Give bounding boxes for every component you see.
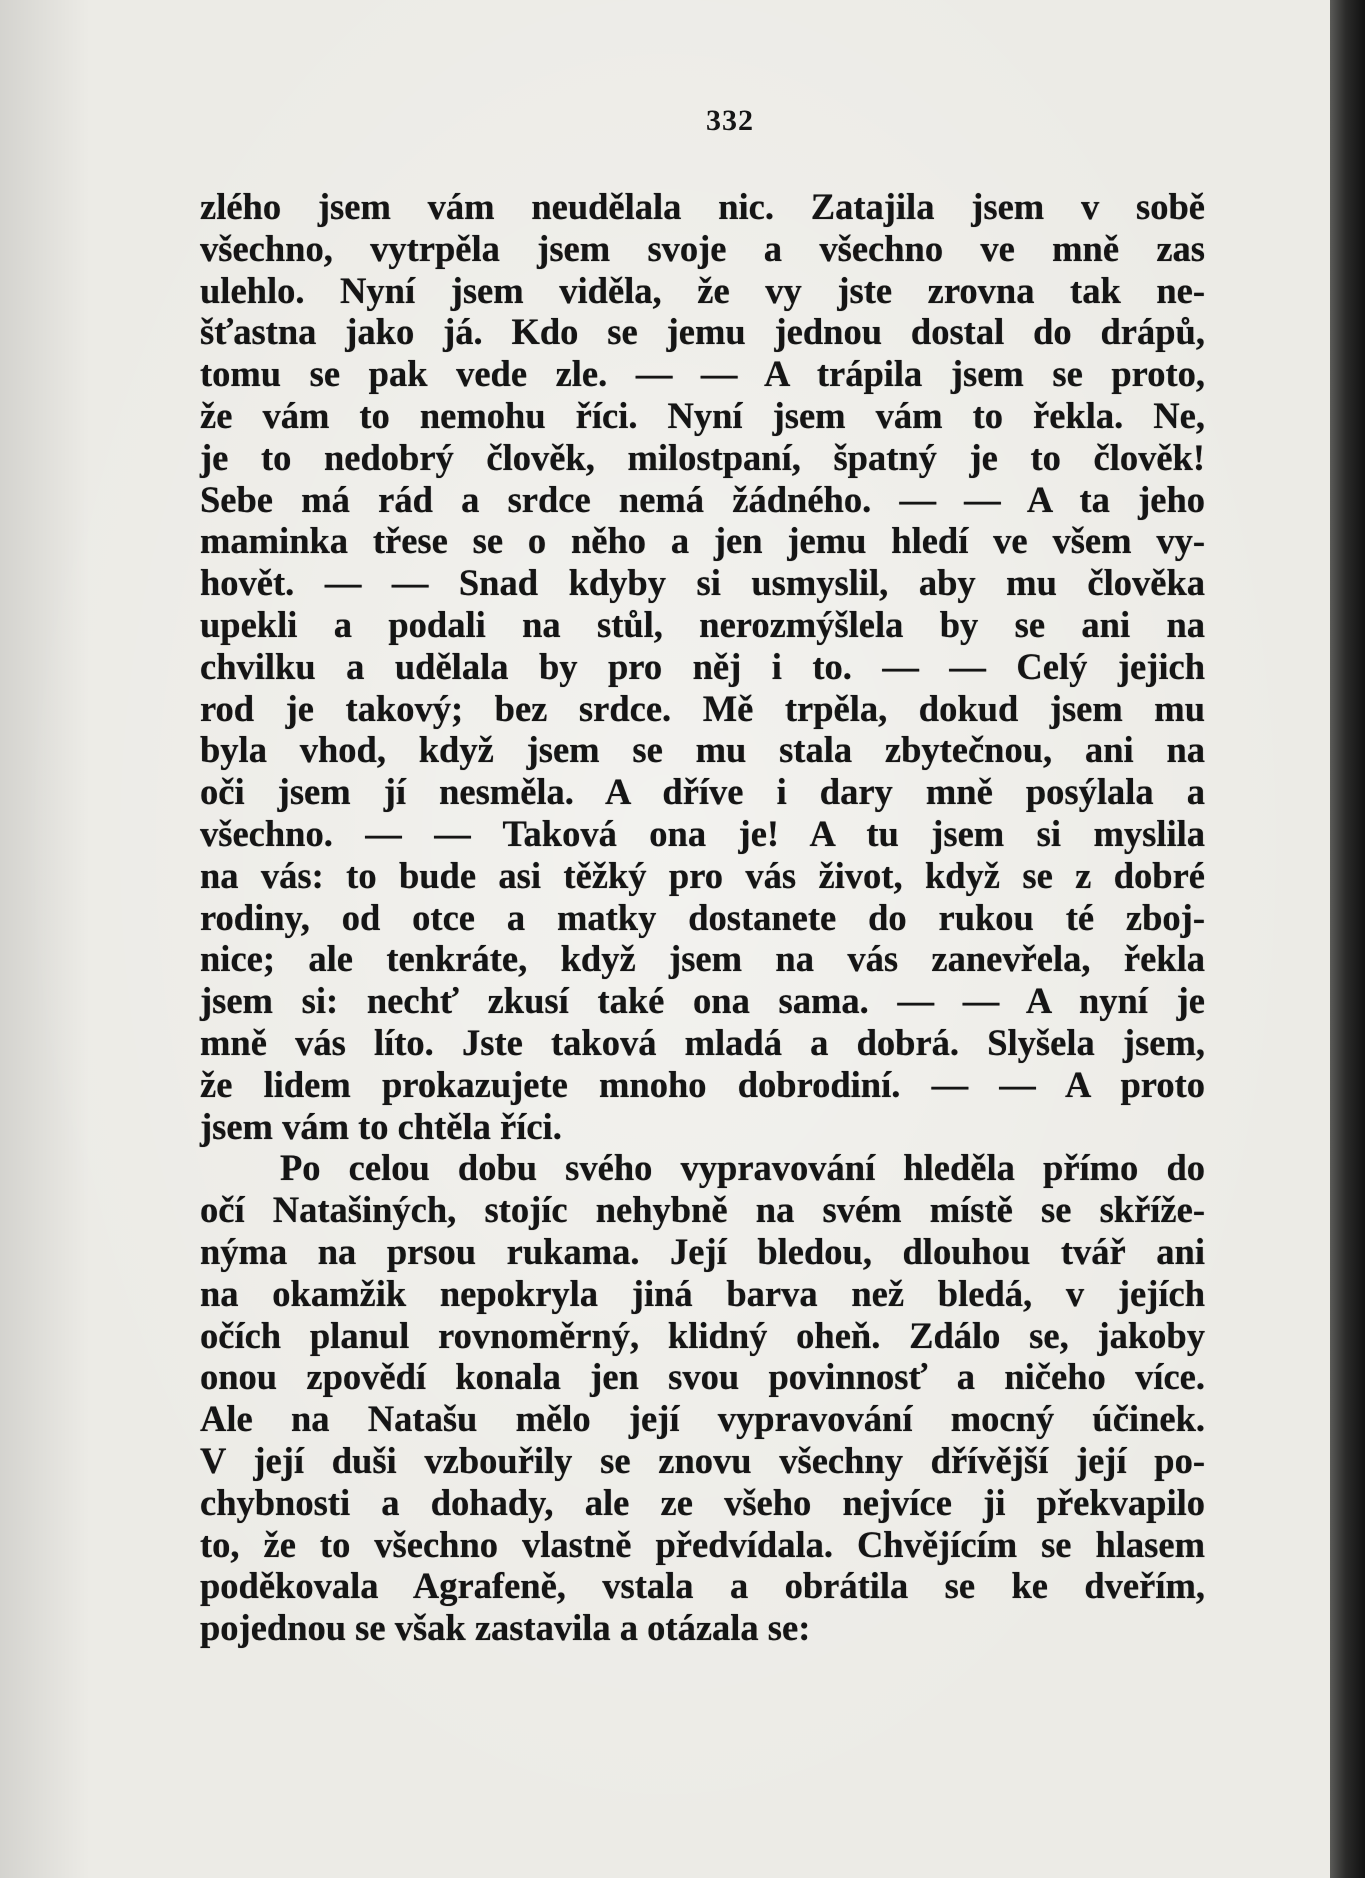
text-line: hovět. — — Snad kdyby si usmyslil, aby mu člověka: [200, 562, 1205, 604]
text-line: Sebe má rád a srdce nemá žádného. — — A ta jeho: [200, 478, 1205, 520]
body-text: [200, 186, 1205, 1649]
page-edge-shadow: [1330, 0, 1365, 1878]
text-line: nýma na prsou rukama. Její bledou, dlouhou tvář ani: [200, 1230, 1205, 1272]
text-line: byla vhod, když jsem se mu stala zbytečnou, ani na: [200, 729, 1205, 771]
text-line: na okamžik nepokryla jiná barva než bledá, v jejích: [200, 1272, 1205, 1314]
page-number: 332: [706, 104, 754, 137]
paragraph-end-line: pojednou se však zastavila a otázala se:: [200, 1607, 811, 1649]
text-line: maminka třese se o něho a jen jemu hledí ve všem vy-: [200, 520, 1205, 562]
paragraph-end-line: jsem vám to chtěla říci.: [200, 1105, 562, 1147]
text-line: všechno. — — Taková ona je! A tu jsem si myslila: [200, 812, 1205, 854]
text-line: oči jsem jí nesměla. A dříve i dary mně posýlala a: [200, 771, 1205, 813]
text-line: tomu se pak vede zle. — — A trápila jsem se proto,: [200, 353, 1205, 395]
text-line: ulehlo. Nyní jsem viděla, že vy jste zrovna tak ne-: [200, 269, 1205, 311]
text-line: rod je takový; bez srdce. Mě trpěla, dokud jsem mu: [200, 687, 1205, 729]
text-line: že vám to nemohu říci. Nyní jsem vám to řekla. Ne,: [200, 394, 1205, 436]
text-line: rodiny, od otce a matky dostanete do rukou té zboj-: [200, 896, 1205, 938]
text-line: je to nedobrý člověk, milostpaní, špatný je to člověk!: [200, 436, 1205, 478]
text-line: na vás: to bude asi těžký pro vás život, když se z dobré: [200, 854, 1205, 896]
text-line: to, že to všechno vlastně předvídala. Chvějícím se hlasem: [200, 1523, 1205, 1565]
text-line: mně vás líto. Jste taková mladá a dobrá. Slyšela jsem,: [200, 1021, 1205, 1063]
text-line: očích planul rovnoměrný, klidný oheň. Zdálo se, jakoby: [200, 1314, 1205, 1356]
text-line: poděkovala Agrafeně, vstala a obrátila se ke dveřím,: [200, 1565, 1205, 1607]
paragraph-start-line: Po celou dobu svého vypravování hleděla přímo do: [280, 1147, 1205, 1189]
text-line: že lidem prokazujete mnoho dobrodiní. — — A proto: [200, 1063, 1205, 1105]
text-line: V její duši vzbouřily se znovu všechny dřívější její po-: [200, 1439, 1205, 1481]
text-line: chvilku a udělala by pro něj i to. — — Celý jejich: [200, 645, 1205, 687]
text-line: očí Natašiných, stojíc nehybně na svém místě se skříže-: [200, 1189, 1205, 1231]
text-line: upekli a podali na stůl, nerozmýšlela by se ani na: [200, 603, 1205, 645]
text-line: nice; ale tenkráte, když jsem na vás zanevřela, řekla: [200, 938, 1205, 980]
text-line: šťastna jako já. Kdo se jemu jednou dostal do drápů,: [200, 311, 1205, 353]
text-line: Ale na Natašu mělo její vypravování mocný účinek.: [200, 1398, 1205, 1440]
text-line: jsem si: nechť zkusí také ona sama. — — A nyní je: [200, 980, 1205, 1022]
text-line: zlého jsem vám neudělala nic. Zatajila jsem v sobě: [200, 186, 1205, 227]
text-line: chybnosti a dohady, ale ze všeho nejvíce ji překvapilo: [200, 1481, 1205, 1523]
text-line: všechno, vytrpěla jsem svoje a všechno ve mně zas: [200, 227, 1205, 269]
text-line: onou zpovědí konala jen svou povinnosť a ničeho více.: [200, 1356, 1205, 1398]
